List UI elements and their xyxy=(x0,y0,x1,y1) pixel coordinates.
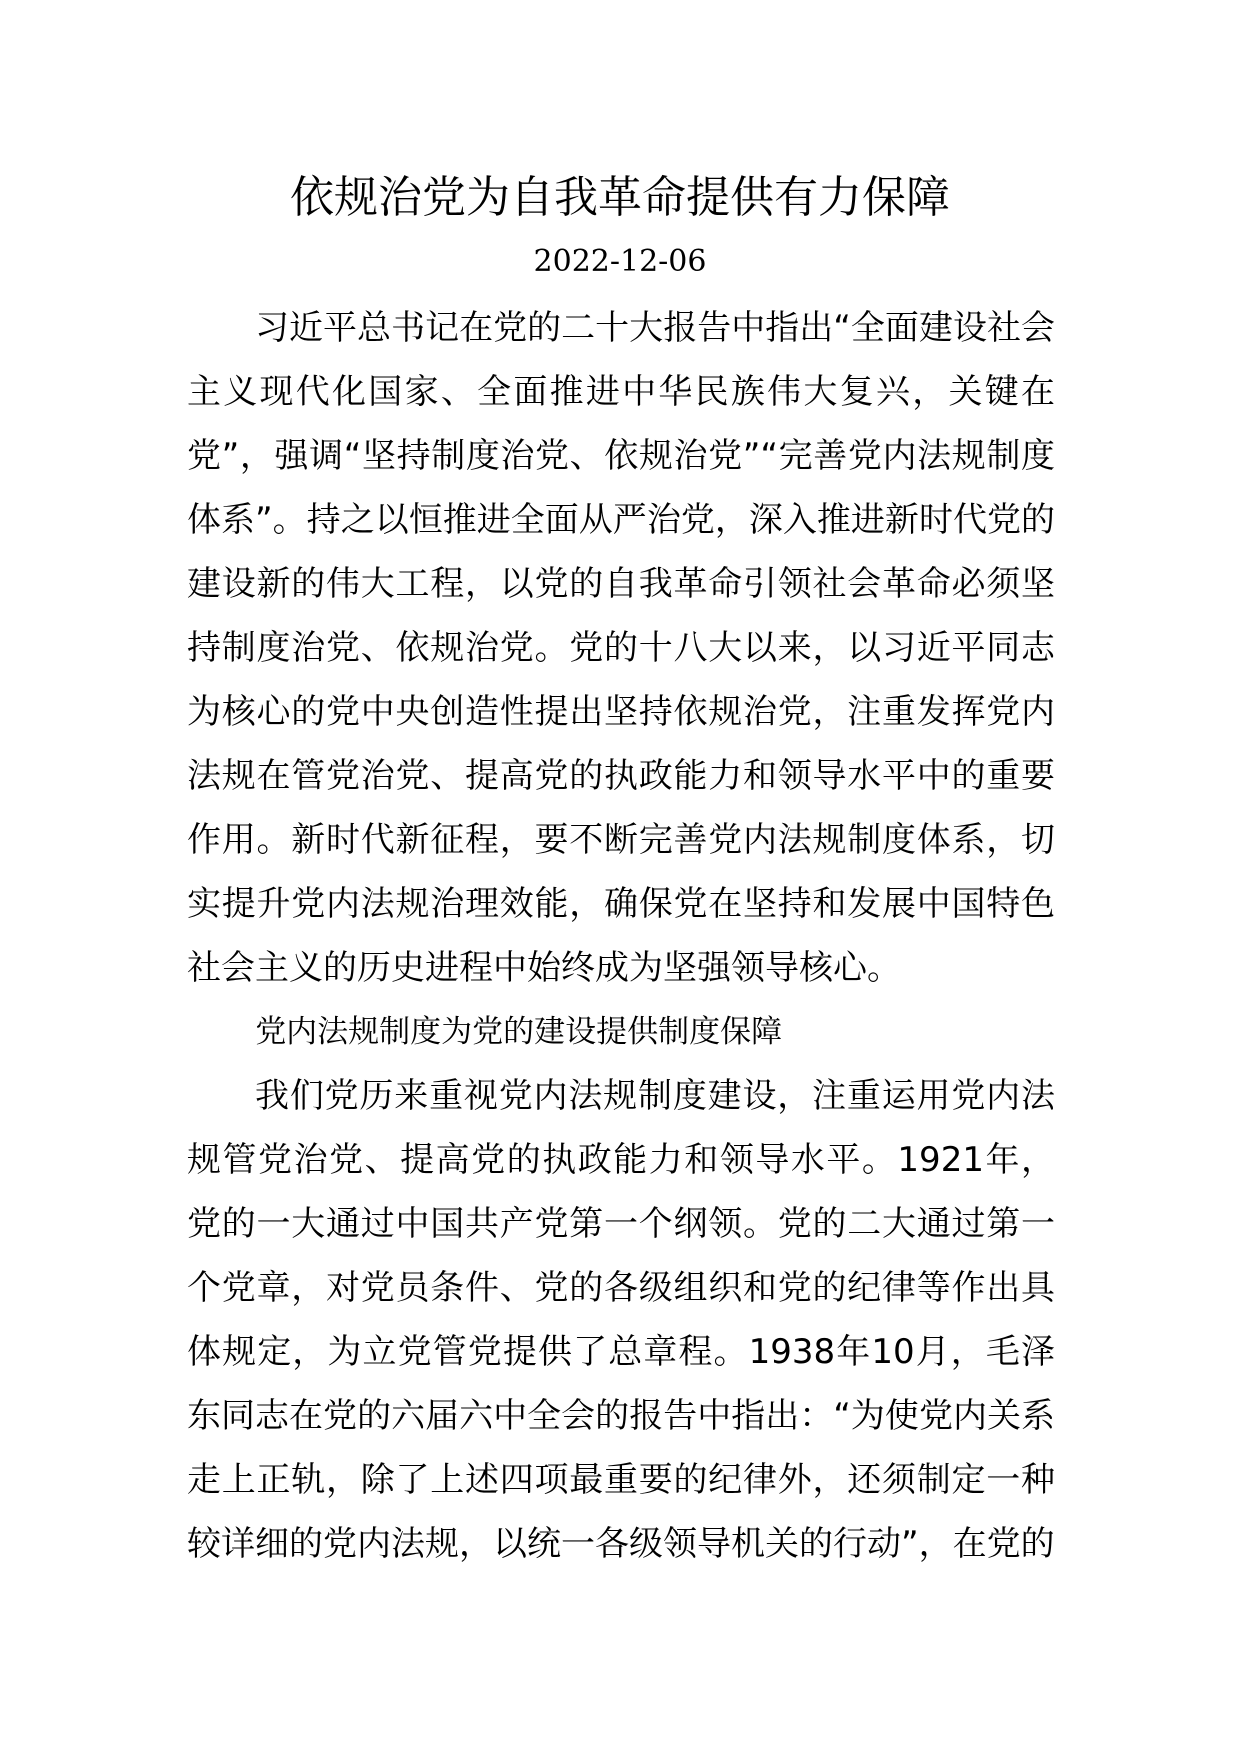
publish-date: 2022-12-06 xyxy=(533,244,707,279)
paragraph-intro: 习近平总书记在党的二十大报告中指出“全面建设社会主义现代化国家、全面推进中华民族伟大复兴，关键在党”，强调“坚持制度治党、依规治党”“完善党内法规制度体系”。持之以恒推进全面从严治党，深入推进新时代党的建设新的伟大工程，以党的自我革命引领社会革命必须坚持制度治党、依规治党。党的十八大以来，以习近平同志为核心的党中央创造性提出坚持依规治党，注重发挥党内法规在管党治党、提高党的执政能力和领导水平中的重要作用。新时代新征程，要不断完善党内法规制度体系，切实提升党内法规治理效能，确保党在坚持和发展中国特色社会主义的历史进程中始终成为坚强领导核心。 xyxy=(187,308,1055,988)
section-heading: 党内法规制度为党的建设提供制度保障 xyxy=(255,1014,783,1050)
paragraph-history: 我们党历来重视党内法规制度建设，注重运用党内法规管党治党、提高党的执政能力和领导水平。1921年，党的一大通过中国共产党第一个纲领。党的二大通过第一个党章，对党员条件、党的各级组织和党的纪律等作出具体规定，为立党管党提供了总章程。1938年10月，毛泽东同志在党的六届六中全会的报告中指出：“为使党内关系走上正轨，除了上述四项最重要的纪律外，还须制定一种较详细的党内法规，以统一各级领导机关的行动”，在党的 xyxy=(187,1076,1055,1564)
document-title: 依规治党为自我革命提供有力保障 xyxy=(290,172,950,223)
document-body xyxy=(187,296,1055,1576)
